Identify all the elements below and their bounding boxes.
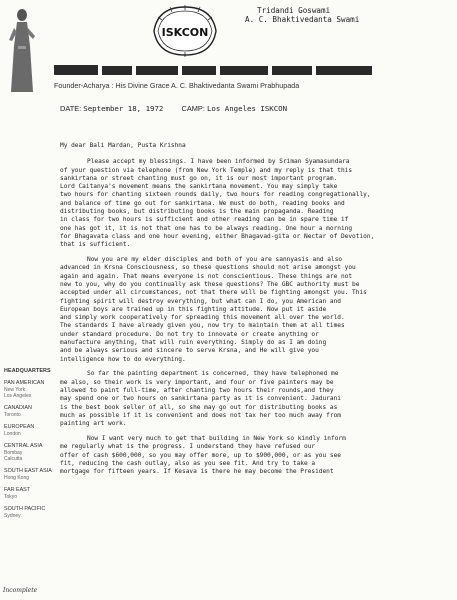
sender-block	[245, 6, 445, 24]
devotee-figure-illustration	[8, 6, 36, 94]
text-line: fighting spirit will destroy everything, but what can I do, you American and	[60, 297, 341, 305]
sender-title: A. C. Bhaktivedanta Swami	[245, 15, 360, 24]
text-line: accepted under all circumstances, not that there will be fighting amongst you. This	[60, 289, 367, 297]
region-name: CENTRAL ASIA	[4, 443, 43, 449]
text-line: intelligence how to do everything.	[60, 355, 186, 363]
logo-text: ISKCON	[161, 26, 209, 39]
region-city: London	[4, 431, 21, 437]
headquarters-heading: HEADQUARTERS	[4, 368, 51, 374]
text-line: Lord Caitanya's movement means the sankirtana movement. You may simply take	[60, 183, 338, 191]
text-line: fit, reducing the cash outlay, also as you see fit. And try to take a	[60, 459, 316, 467]
text-line: and be always serious and sincere to serve Krsna, and He will give you	[60, 347, 319, 355]
salutation: My dear Bali Mardan, Pusta Krishna	[60, 142, 186, 149]
handwritten-incomplete-note: Incomplete	[3, 587, 38, 594]
region-name: PAN AMERICAN	[4, 380, 45, 386]
text-line: distributing books, but distributing books is the main propaganda. Reading	[60, 208, 334, 216]
paragraph-4	[60, 435, 450, 476]
region-city: Calcutta	[4, 456, 23, 462]
text-line: manufacture anything, that will ruin everything. Simply do as I am doing	[60, 339, 327, 347]
region-city: New York	[4, 387, 26, 393]
text-line: mortgage for fifteen years. If Kesava is there he may become the President	[60, 468, 334, 476]
region-city: Los Angeles	[4, 393, 32, 399]
text-line: is the best book seller of all, so she may go out for distributing books as	[60, 403, 338, 411]
text-line: two hours for chanting sixteen rounds daily, two hours for reading congregationally,	[60, 191, 371, 199]
text-line: that is sufficient.	[60, 241, 131, 249]
sender-name: Tridandi Goswami	[257, 6, 331, 15]
text-line: and balance of time go out for sankirtana. We must do both, reading books and	[60, 199, 345, 207]
text-line: me also, so their work is very important, and four or five painters may be	[60, 378, 334, 386]
text-line: Please accept my blessings. I have been informed by Sriman Syamasundara	[87, 158, 350, 166]
text-line: The standards I have already given you, now try to maintain them at all times	[60, 322, 345, 330]
region-name: CANADIAN	[4, 405, 32, 411]
region-city: Bombay	[4, 450, 23, 456]
text-line: allowed to paint full-time, after chanting two hours their rounds,and they	[60, 387, 334, 395]
region-name: EUROPEAN	[4, 424, 35, 430]
text-line: under standard procedure. Do not try to innovate or create anything or	[60, 330, 319, 338]
region-city: Hong Kong	[4, 475, 30, 481]
text-line: may spend one or two hours on sankirtana party as it is convenient. Jadurani	[60, 395, 341, 403]
text-line: of your question via telephone (from New York Temple) and my reply is that this	[60, 166, 353, 174]
region-city: Toronto	[4, 412, 21, 418]
paragraph-3	[60, 370, 450, 428]
headquarters-sidebar	[4, 368, 52, 519]
text-line: sankirtana or street chanting must go on, it is our most important program.	[60, 174, 338, 182]
text-line: and simply work cooperatively for spreading this movement all over the world.	[60, 314, 345, 322]
text-line: new to you, why do you continually ask these questions? The GBC authority must be	[60, 280, 360, 288]
text-line: Now I want very much to get that building in New York so kindly inform	[87, 435, 346, 442]
region-city: Tokyo	[4, 494, 18, 500]
founder-line: Founder-Acharya : His Divine Grace A. C. Bhaktivedanta Swami Prabhupada	[54, 81, 300, 90]
text-line: advanced in Krsna Consciousness, so these questions should not arise amongst you	[60, 264, 356, 272]
text-line: one has got it, it is not that one has to be always reading. One hour a morning	[60, 224, 353, 232]
letter-body	[60, 142, 450, 483]
text-line: So far the painting department is concerned, they have telephoned me	[87, 370, 339, 378]
region-city: Sydney	[4, 513, 21, 519]
camp-label: CAMP:	[181, 104, 205, 113]
iskcon-logo	[150, 5, 220, 57]
date-value: September 18, 1972	[83, 104, 164, 113]
text-line: much as possible if it is convenient and does not tax her too much away from	[60, 411, 341, 419]
letterhead-banner	[54, 64, 374, 76]
text-line: again and again. That means everyone is not conscientious. These things are not	[60, 272, 353, 280]
text-line: Now you are my elder disciples and both of you are sannyasis and also	[87, 256, 343, 264]
region-name: SOUTH EAST ASIA	[4, 468, 52, 474]
paragraph-1	[60, 158, 450, 249]
text-line: offer of cash $600,000, so you may offer more, up to $900,000, or as you see	[60, 451, 341, 459]
region-name: FAR EAST	[4, 487, 31, 493]
region-name: SOUTH PACIFIC	[4, 506, 46, 512]
text-line: me regularly what is the progress. I understand they have refused our	[60, 443, 316, 451]
camp-value: Los Angeles ISKCON	[206, 104, 288, 113]
text-line: European boys are trained up in this fighting attitude. Now put it aside	[60, 305, 327, 313]
date-label: DATE:	[60, 104, 82, 113]
date-line	[60, 104, 287, 113]
paragraph-2	[60, 256, 450, 364]
text-line: painting art work.	[60, 420, 127, 428]
text-line: in class for two hours is sufficient and other reading can be in spare time if	[60, 216, 349, 224]
text-line: for Bhagavata class and one hour evening, either Bhagavad-gita or Nectar of Devotion,	[60, 232, 375, 240]
